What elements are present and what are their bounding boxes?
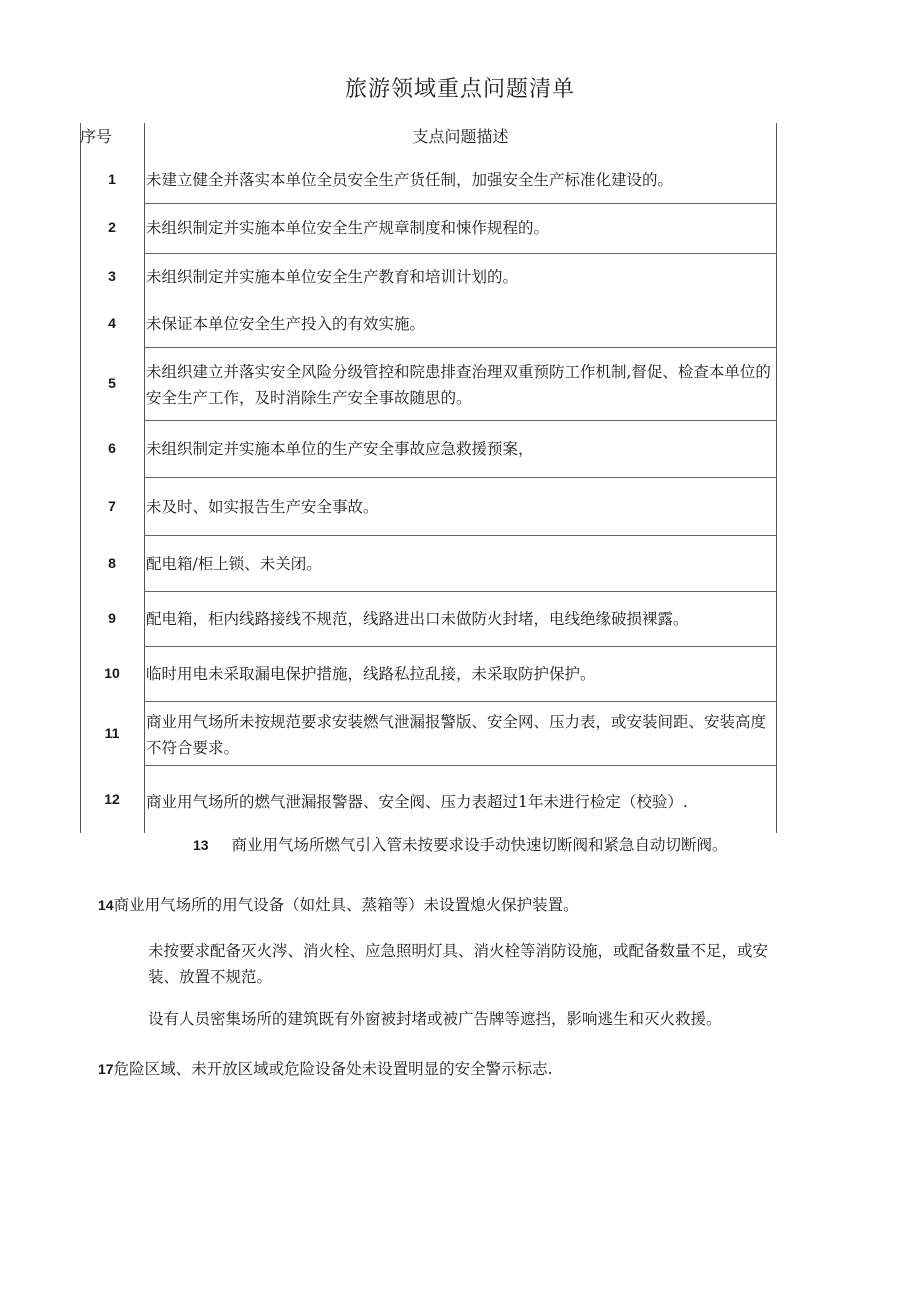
row-num: 11 [104, 725, 120, 741]
row-divider [144, 765, 777, 766]
row-desc: 商业用气场所未按规范要求安装燃气泄漏报警版、安全网、压力表，或安装间距、安装高度不符合要求。 [146, 713, 767, 757]
page-title: 旅游领域重点问题清单 [344, 77, 575, 102]
row-divider [144, 591, 777, 592]
row-desc: 配电箱/柜上锁、未关闭。 [146, 555, 322, 573]
row-num: 1 [108, 171, 116, 187]
row-num: 2 [108, 219, 116, 235]
header-num: 序号 [80, 127, 113, 146]
item-desc: 设有人员密集场所的建筑既有外窗被封堵或被广告牌等遮挡，影响逃生和灭火救援。 [148, 1010, 722, 1028]
table-border-right [776, 123, 777, 833]
item-num: 13 [193, 837, 209, 853]
row-desc: 未组织制定并实施本单位安全生产规章制度和悚作规程的。 [146, 219, 550, 237]
item-desc: 未按要求配备灭火涔、消火栓、应急照明灯具、消火栓等消防设施，或配备数量不足，或安装、放置不规范。 [148, 942, 769, 986]
row-divider [144, 347, 777, 348]
row-divider [144, 477, 777, 478]
row-desc: 未保证本单位安全生产投入的有效实施。 [146, 315, 426, 333]
header-desc: 支点问题描述 [412, 127, 509, 146]
row-divider [144, 535, 777, 536]
row-desc: 未建立健全并落实本单位全员安全生产货任制，加强安全生产标准化建设的。 [146, 171, 674, 189]
row-num: 7 [108, 498, 116, 514]
list-item [193, 832, 793, 858]
row-num: 4 [108, 315, 116, 331]
row-divider [144, 253, 777, 254]
row-divider [144, 701, 777, 702]
row-divider [144, 420, 777, 421]
list-item [98, 892, 778, 918]
row-desc: 未组织建立并落实安全风险分级管控和院患排查治理双重预防工作机制,督促、检查本单位的安全生产工作，及时消除生产安全事故随思的。 [146, 363, 771, 407]
row-divider [144, 203, 777, 204]
item-num: 17 [98, 1061, 114, 1077]
row-divider [144, 646, 777, 647]
row-desc: 未组织制定并实施本单位安全生产教育和培训计划的。 [146, 268, 519, 286]
item-desc: 危险区域、未开放区域或危险设备处未设置明显的安全警示标志. [113, 1060, 553, 1078]
row-num: 3 [108, 268, 116, 284]
list-item [148, 938, 776, 990]
row-num: 10 [104, 665, 120, 681]
row-num: 12 [104, 791, 120, 807]
list-item [148, 1006, 778, 1032]
row-num: 8 [108, 555, 116, 571]
row-desc: 商业用气场所的燃气泄漏报警器、安全阀、压力表超过1年未进行检定（校验）. [146, 793, 688, 811]
row-desc: 未及时、如实报告生产安全事故。 [146, 498, 379, 516]
row-num: 5 [108, 375, 116, 391]
row-desc: 配电箱，柜内线路接线不规范，线路进出口未做防火封堵，电线绝缘破损裸露。 [146, 610, 689, 628]
table-column-divider [144, 123, 145, 833]
item-desc: 商业用气场所燃气引入管未按要求设手动快速切断阀和紧急自动切断阀。 [231, 836, 728, 854]
item-num: 14 [98, 897, 114, 913]
list-item [98, 1056, 778, 1082]
row-num: 6 [108, 440, 116, 456]
row-desc: 临时用电未采取漏电保护措施，线路私拉乱接，未采取防护保护。 [146, 665, 596, 683]
item-desc: 商业用气场所的用气设备（如灶具、蒸箱等）未设置熄火保护装置。 [113, 896, 579, 914]
row-desc: 未组织制定并实施本单位的生产安全事故应急救援预案， [146, 440, 534, 458]
row-num: 9 [108, 610, 116, 626]
